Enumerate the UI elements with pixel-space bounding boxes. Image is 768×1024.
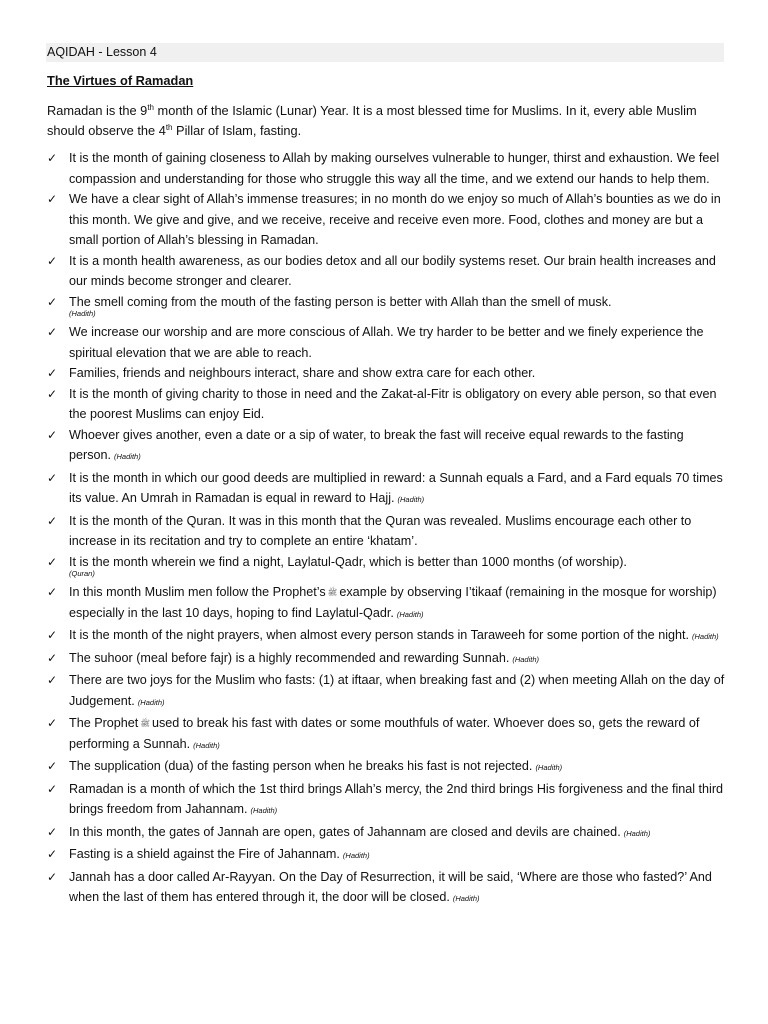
list-item [47,425,727,468]
list-item [47,756,727,779]
check-icon: ✓ [47,294,58,309]
item-text: It is the month of giving charity to those in need and the Zakat-al-Fitr is obligatory on every able person, so that even the poorest Muslims can enjoy Eid. [69,386,717,421]
check-icon: ✓ [47,554,58,569]
check-icon: ✓ [47,151,58,165]
page-title: The Virtues of Ramadan [47,73,194,88]
check-icon: ✓ [47,585,58,599]
item-text: There are two joys for the Muslim who fasts: (1) at iftaar, when breaking fast and (2) when meeting Allah on the day of Judgement. [69,673,725,708]
check-icon: ✓ [47,628,58,642]
lesson-header: AQIDAH - Lesson 4 [47,45,157,59]
check-icon: ✓ [47,325,58,339]
list-item [47,582,727,625]
check-icon: ✓ [47,253,58,268]
list-item [47,625,727,648]
item-text: It is the month in which our good deeds are multiplied in reward: a Sunnah equals a Fard, and a Fard equals 70 times its value. An Umrah in Ramadan is equal in reward to Hajj. [69,470,723,505]
pbuh-icon: ﷺ [140,719,150,729]
check-icon: ✓ [47,386,58,401]
item-reference: (Hadith) [342,851,370,860]
list-item [47,511,727,552]
item-text: Fasting is a shield against the Fire of Jahannam. [69,847,340,861]
list-item [47,648,727,671]
check-icon: ✓ [47,716,58,730]
item-reference: (Hadith) [452,894,480,903]
pbuh-icon: ﷺ [327,588,338,598]
check-icon: ✓ [47,470,58,485]
list-item [47,251,727,292]
item-text: We increase our worship and are more conscious of Allah. We try harder to be better and we finely experience the spiritual elevation that we are able to reach. [69,325,704,360]
intro-sup-2: th [165,123,173,132]
intro-text-1: Ramadan is the 9 [47,103,148,118]
check-icon: ✓ [47,781,58,796]
intro-text-2: month of the Islamic (Lunar) Year. It is a most blessed time for Muslims. In it, every able Muslim should observe the 4 [47,103,697,138]
item-reference: (Hadith) [137,697,165,707]
item-text: The supplication (dua) of the fasting person when he breaks his fast is not rejected. [69,759,533,773]
item-reference: (Hadith) [250,806,278,815]
check-icon: ✓ [47,366,58,380]
item-reference: (Hadith) [396,609,424,619]
item-text-b: used to break his fast with dates or some mouthfuls of water. Whoever does so, gets the reward of performing a Sunnah. [69,716,700,751]
item-text: Families, friends and neighbours interact, share and show extra care for each other. [69,366,536,380]
item-reference: (Hadith) [623,828,651,838]
list-item [47,713,727,756]
item-text: It is the month of the night prayers, when almost every person stands in Taraweeh for some portion of the night. [69,628,689,642]
item-text: The smell coming from the mouth of the fasting person is better with Allah than the smell of musk. [69,294,612,309]
item-reference: (Quran) [69,569,95,578]
list-item [47,867,727,910]
item-text: It is the month wherein we find a night, Laylatul-Qadr, which is better than 1000 months (of worship). [69,554,627,569]
item-text: Jannah has a door called Ar-Rayyan. On the Day of Resurrection, it will be said, ‘Where are those who fasted?’ And when the last of them has entered through it, the door will be closed. [69,869,712,904]
list-item [47,292,727,320]
item-text: Whoever gives another, even a date or a sip of water, to break the fast will receive equal rewards to the fasting person. [69,427,684,462]
item-text: The suhoor (meal before fajr) is a highly recommended and rewarding Sunnah. [69,650,510,665]
item-text: It is the month of gaining closeness to Allah by making ourselves vulnerable to hunger, thirst and exhaustion. We feel compassion and understanding for those who struggle this way all the time, and we extend our hands to help them. [69,151,720,186]
item-text: We have a clear sight of Allah’s immense treasures; in no month do we enjoy so much of Allah’s bounties as we do in this month. We give and give, and we receive, receive and receive even more. Food, clothes and money are but a small portion of Allah’s blessing in Ramadan. [69,192,721,247]
item-text: Ramadan is a month of which the 1st third brings Allah’s mercy, the 2nd third brings His forgiveness and the final third brings freedom from Jahannam. [69,781,724,816]
list-item [47,844,727,867]
item-reference: (Hadith) [114,452,141,461]
list-item [47,779,727,822]
virtues-list [47,148,727,910]
list-item [47,552,727,580]
check-icon: ✓ [47,673,58,687]
list-item [47,670,727,713]
item-reference: (Hadith) [692,632,719,641]
item-text-b: example by observing I’tikaaf (remaining in the mosque for worship) especially in the last 10 days, hoping to find Laylatul-Qadr. [69,585,717,620]
item-text: In this month, the gates of Jannah are open, gates of Jahannam are closed and devils are chained. [69,824,621,839]
item-reference: (Hadith) [397,495,425,504]
intro-text-3: Pillar of Islam, fasting. [172,123,302,138]
list-item [47,322,727,363]
list-item [47,384,727,425]
list-item [47,363,727,384]
list-item [47,468,727,511]
intro-paragraph [47,101,727,141]
check-icon: ✓ [47,824,58,839]
check-icon: ✓ [47,847,58,861]
intro-sup-1: th [147,103,154,112]
check-icon: ✓ [47,869,58,884]
list-item [47,189,727,251]
check-icon: ✓ [47,650,58,665]
item-text: It is the month of the Quran. It was in this month that the Quran was revealed. Muslims encourage each other to increase in its recitation and try to complete an entire ‘khatam’. [69,513,692,548]
list-item [47,822,727,845]
check-icon: ✓ [47,513,58,528]
check-icon: ✓ [47,427,58,442]
item-reference: (Hadith) [535,763,563,772]
item-reference: (Hadith) [193,740,220,750]
check-icon: ✓ [47,759,58,773]
item-reference: (Hadith) [512,654,540,664]
item-text: It is a month health awareness, as our bodies detox and all our bodily systems reset. Our brain health increases and our minds become stronger and clearer. [69,253,716,288]
item-text-a: In this month Muslim men follow the Prophet’s [69,585,326,599]
item-reference: (Hadith) [69,309,96,318]
list-item [47,148,727,189]
check-icon: ✓ [47,192,58,206]
item-text-a: The Prophet [69,716,139,730]
